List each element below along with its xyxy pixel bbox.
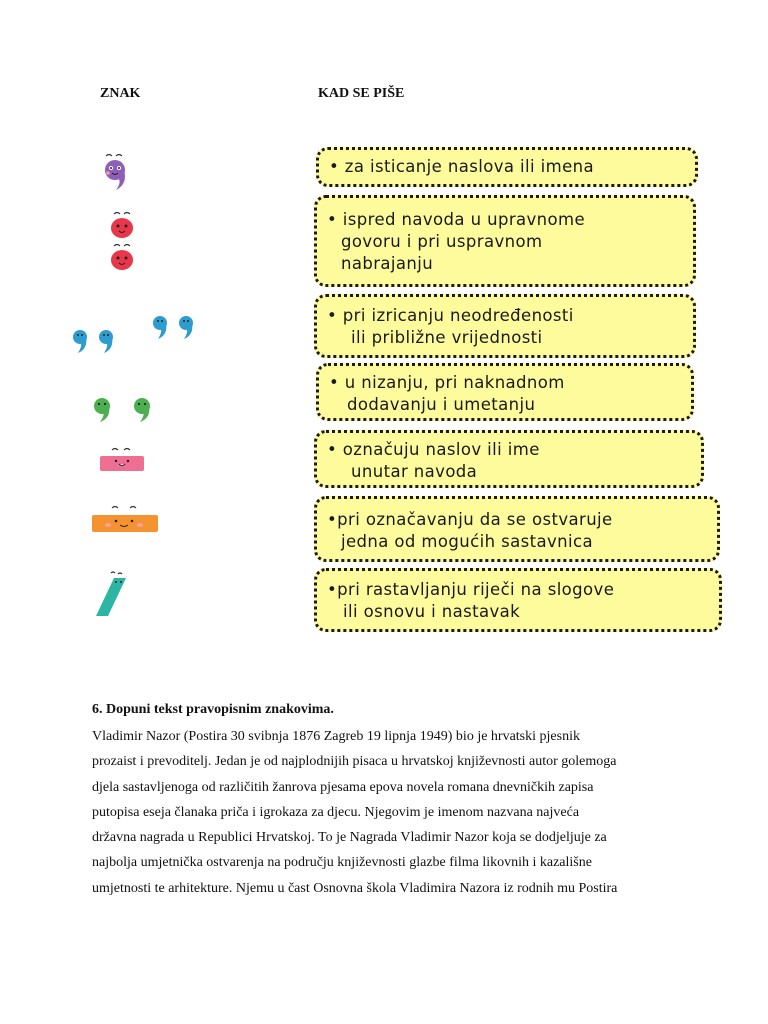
long-dash-character-icon bbox=[90, 500, 160, 536]
rule-line: nabrajanju bbox=[341, 254, 434, 273]
rule-line: • u nizanju, pri naknadnom bbox=[329, 373, 565, 392]
short-dash-character-icon bbox=[98, 440, 148, 476]
paragraph-line: putopisa eseja članaka priča i igrokaza za djecu. Njegovim je imenom nazvana najveća bbox=[92, 804, 580, 820]
rule-line: jedna od mogućih sastavnica bbox=[341, 532, 593, 551]
paragraph-line: djela sastavljenoga od različitih žanrova pjesama epova novela romana dnevničkih zapisa bbox=[92, 779, 594, 795]
column-header-sign: ZNAK bbox=[100, 86, 141, 101]
slash-character-icon bbox=[94, 568, 134, 618]
rule-line: •pri označavanju da se ostvaruje bbox=[327, 510, 613, 529]
rule-box-3 bbox=[314, 294, 696, 358]
comma-character-icon bbox=[100, 150, 136, 194]
paragraph-line: državna nagrada u Republici Hrvatskoj. To je Nagrada Vladimir Nazor koja se dodjeljuje za bbox=[92, 830, 607, 846]
rule-line: dodavanju i umetanju bbox=[347, 395, 536, 414]
task-title: 6. Dopuni tekst pravopisnim znakovima. bbox=[92, 702, 334, 717]
task-paragraph bbox=[92, 724, 692, 901]
rule-line: • ispred navoda u upravnome bbox=[327, 210, 586, 229]
rule-box-6 bbox=[314, 496, 720, 562]
rule-line: • pri izricanju neodređenosti bbox=[327, 306, 574, 325]
colon-character-icon bbox=[108, 208, 138, 274]
rule-line: • za isticanje naslova ili imena bbox=[329, 157, 594, 176]
paragraph-line: Vladimir Nazor (Postira 30 svibnja 1876 Zagreb 19 lipnja 1949) bio je hrvatski pjesnik bbox=[92, 729, 580, 744]
rule-line: govoru i pri uspravnom bbox=[341, 232, 543, 251]
rule-line: •pri rastavljanju riječi na slogove bbox=[327, 580, 615, 599]
rule-box-1 bbox=[316, 147, 698, 187]
rule-line: • označuju naslov ili ime bbox=[327, 440, 540, 459]
rule-line: ili osnovu i nastavak bbox=[343, 602, 521, 621]
paragraph-line: najbolja umjetnička ostvarenja na području književnosti glazbe filma likovnih i kazališne bbox=[92, 855, 592, 871]
paragraph-line: prozaist i prevoditelj. Jedan je od najplodnijih pisaca u hrvatskoj književnosti autor golemoga bbox=[92, 754, 617, 770]
double-comma-characters-icon bbox=[90, 390, 160, 426]
column-header-usage: KAD SE PIŠE bbox=[318, 86, 405, 101]
paragraph-line: umjetnosti te arhitekture. Njemu u čast Osnovna škola Vladimira Nazora iz rodnih mu Postira bbox=[92, 880, 618, 896]
rule-line: ili približne vrijednosti bbox=[351, 328, 543, 347]
rule-box-4 bbox=[316, 363, 694, 421]
rule-line: unutar navoda bbox=[351, 462, 478, 481]
ellipsis-comma-characters-icon bbox=[68, 305, 204, 357]
rule-box-5 bbox=[314, 430, 704, 488]
rule-box-2 bbox=[314, 195, 696, 287]
rule-box-7 bbox=[314, 568, 722, 632]
